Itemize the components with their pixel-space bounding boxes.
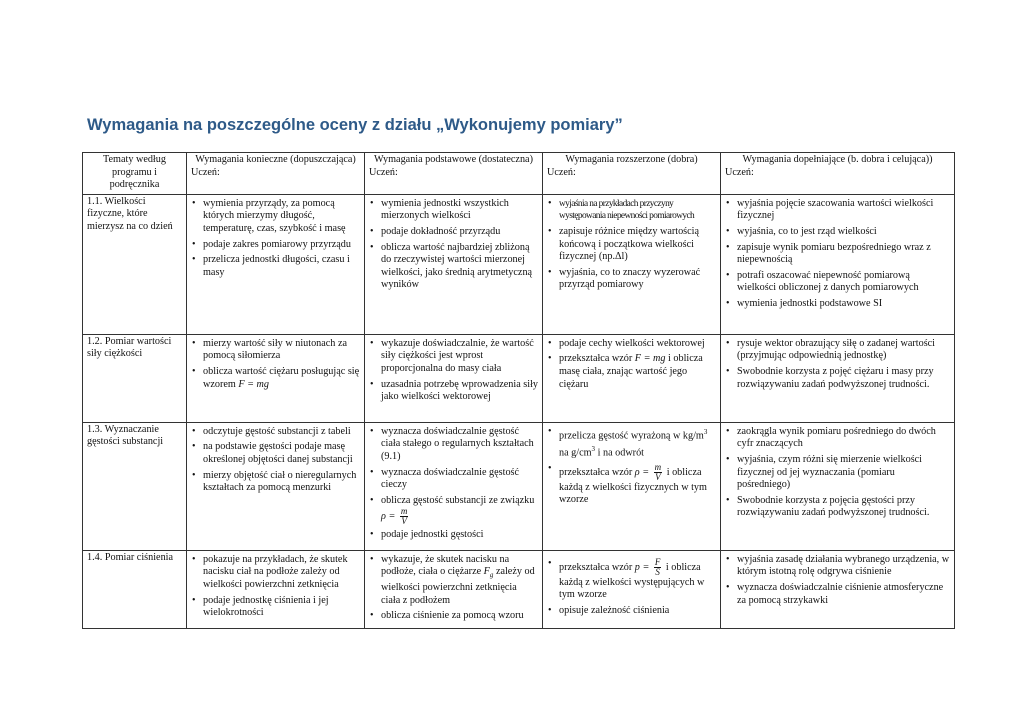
list-item: • oblicza wartość najbardziej zbliżoną do rzeczywistej wartości mierzonej wielkości, jako średnią arytmetyczną wyników	[369, 242, 538, 292]
list-item: • wyjaśnia, czym różni się mierzenie wielkości fizycznej od jej wyznaczania (pomiaru pośredniego)	[725, 454, 950, 492]
list-item: • wykazuje, że skutek nacisku na podłoże, ciała o ciężarze $F_g$ zależy od wielkości powierzchni zetknięcia ciała z podłożem	[369, 554, 538, 607]
requirements-cell	[721, 194, 955, 334]
list-item: • wyjaśnia, co to znaczy wyzerować przyrząd pomiarowy	[547, 267, 716, 292]
topic-cell: 1.4. Pomiar ciśnienia	[83, 550, 187, 628]
topic-cell: 1.2. Pomiar wartości siły ciężkości	[83, 334, 187, 422]
list-item: • wymienia jednostki wszystkich mierzonych wielkości	[369, 198, 538, 223]
list-item: • wymienia jednostki podstawowe SI	[725, 298, 950, 311]
density-formula: ρ = $\frac{m}{V}$	[634, 461, 662, 482]
list-item: • opisuje zależność ciśnienia	[547, 605, 716, 618]
header-col1: Wymagania konieczne (dopuszczająca) Uczeń:	[187, 153, 365, 195]
fraction: $\frac{F}{S}$	[654, 556, 661, 577]
list-item: • przekształca wzór ρ = $\frac{m}{V}$ i oblicza każdą z wielkości fizycznych w tym wzorze	[547, 463, 716, 507]
requirements-cell	[543, 422, 721, 550]
header-col2: Wymagania podstawowe (dostateczna) Uczeń:	[365, 153, 543, 195]
list-item: • przekształca wzór F = mg i oblicza masę ciała, znając wartość jego ciężaru	[547, 353, 716, 391]
page-title: Wymagania na poszczególne oceny z działu „Wykonujemy pomiary”	[87, 116, 623, 134]
list-item: • oblicza ciśnienie za pomocą wzoru	[369, 610, 538, 623]
requirements-cell	[543, 334, 721, 422]
list-item: • wyjaśnia zasadę działania wybranego urządzenia, w którym istotną rolę odgrywa ciśnienie	[725, 554, 950, 579]
density-formula: ρ = $\frac{m}{V}$	[381, 506, 408, 527]
list-item: • na podstawie gęstości podaje masę określonej objętości danej substancji	[191, 441, 360, 466]
requirements-cell	[721, 422, 955, 550]
requirements-cell	[365, 334, 543, 422]
list-item: • wyjaśnia pojęcie szacowania wartości wielkości fizycznej	[725, 198, 950, 223]
list-item: • zapisuje różnice między wartością końcową i początkowa wielkości fizycznej (np.Δl)	[547, 226, 716, 264]
fraction: $\frac{m}{V}$	[654, 461, 662, 482]
list-item: • wyznacza doświadczalnie gęstość ciała stałego o regularnych kształtach (9.1)	[369, 426, 538, 464]
requirements-cell	[187, 334, 365, 422]
list-item: • pokazuje na przykładach, że skutek nacisku ciał na podłoże zależy od wielkości powierzchni zetknięcia	[191, 554, 360, 592]
requirements-cell	[543, 194, 721, 334]
table-header-row	[83, 153, 955, 195]
list-item: • przekształca wzór p = $\frac{F}{S}$ i oblicza każdą z wielkości występujących w tym wzorze	[547, 558, 716, 602]
header-topics: Tematy według programu i podręcznika	[83, 153, 187, 195]
requirements-cell	[721, 334, 955, 422]
list-item: • wyjaśnia, co to jest rząd wielkości	[725, 226, 950, 239]
list-item: • podaje zakres pomiarowy przyrządu	[191, 239, 360, 252]
table-row	[83, 334, 955, 422]
requirements-table	[82, 152, 955, 629]
weight-formula: F = mg	[238, 378, 270, 390]
list-item: • oblicza wartość ciężaru posługując się wzorem F = mg	[191, 366, 360, 391]
requirements-cell	[187, 550, 365, 628]
list-item: • wyjaśnia na przykładach przyczyny występowania niepewności pomiarowych	[547, 198, 716, 223]
requirements-cell	[365, 194, 543, 334]
table-row	[83, 194, 955, 334]
list-item: • odczytuje gęstość substancji z tabeli	[191, 426, 360, 439]
list-item: • zaokrągla wynik pomiaru pośredniego do dwóch cyfr znaczących	[725, 426, 950, 451]
topic-cell: 1.3. Wyznaczanie gęstości substancji	[83, 422, 187, 550]
requirements-cell	[721, 550, 955, 628]
list-item: • Swobodnie korzysta z pojęć ciężaru i masy przy rozwiązywaniu zadań podwyższonej trudności.	[725, 366, 950, 391]
list-item: • wykazuje doświadczalnie, że wartość siły ciężkości jest wprost proporcjonalna do masy ciała	[369, 338, 538, 376]
table-row	[83, 422, 955, 550]
list-item: • rysuje wektor obrazujący siłę o zadanej wartości (przyjmując odpowiednią jednostkę)	[725, 338, 950, 363]
list-item: • przelicza jednostki długości, czasu i masy	[191, 254, 360, 279]
list-item: • uzasadnia potrzebę wprowadzenia siły jako wielkości wektorowej	[369, 379, 538, 404]
list-item: • wyznacza doświadczalnie gęstość cieczy	[369, 467, 538, 492]
list-item: • zapisuje wynik pomiaru bezpośredniego wraz z niepewnością	[725, 242, 950, 267]
weight-symbol: $F_g$	[483, 566, 494, 580]
requirements-cell	[187, 194, 365, 334]
list-item: • podaje jednostkę ciśnienia i jej wielokrotności	[191, 595, 360, 620]
requirements-cell	[543, 550, 721, 628]
list-item: • wyznacza doświadczalnie ciśnienie atmosferyczne za pomocą strzykawki	[725, 582, 950, 607]
list-item: • podaje jednostki gęstości	[369, 529, 538, 542]
list-item: • oblicza gęstość substancji ze związku ρ = $\frac{m}{V}$	[369, 495, 538, 527]
pressure-formula: p = $\frac{F}{S}$	[634, 556, 661, 577]
weight-formula: F = mg	[634, 353, 666, 365]
topic-cell: 1.1. Wielkości fizyczne, które mierzysz na co dzień	[83, 194, 187, 334]
fraction: $\frac{m}{V}$	[400, 506, 408, 527]
list-item: • potrafi oszacować niepewność pomiarową wielkości obliczonej z danych pomiarowych	[725, 270, 950, 295]
list-item: • przelicza gęstość wyrażoną w $kg/m^3$ na $g/cm^3$ i na odwrót	[547, 426, 716, 460]
table-row	[83, 550, 955, 628]
list-item: • mierzy wartość siły w niutonach za pomocą siłomierza	[191, 338, 360, 363]
requirements-cell	[365, 422, 543, 550]
requirements-cell	[365, 550, 543, 628]
list-item: • podaje cechy wielkości wektorowej	[547, 338, 716, 351]
header-col3: Wymagania rozszerzone (dobra) Uczeń:	[543, 153, 721, 195]
header-col4: Wymagania dopełniające (b. dobra i celująca)) Uczeń:	[721, 153, 955, 195]
list-item: • podaje dokładność przyrządu	[369, 226, 538, 239]
requirements-cell	[187, 422, 365, 550]
list-item: • Swobodnie korzysta z pojęcia gęstości przy rozwiązywaniu zadań podwyższonej trudności.	[725, 495, 950, 520]
list-item: • wymienia przyrządy, za pomocą których mierzymy długość, temperaturę, czas, szybkość i masę	[191, 198, 360, 236]
list-item: • mierzy objętość ciał o nieregularnych kształtach za pomocą menzurki	[191, 470, 360, 495]
